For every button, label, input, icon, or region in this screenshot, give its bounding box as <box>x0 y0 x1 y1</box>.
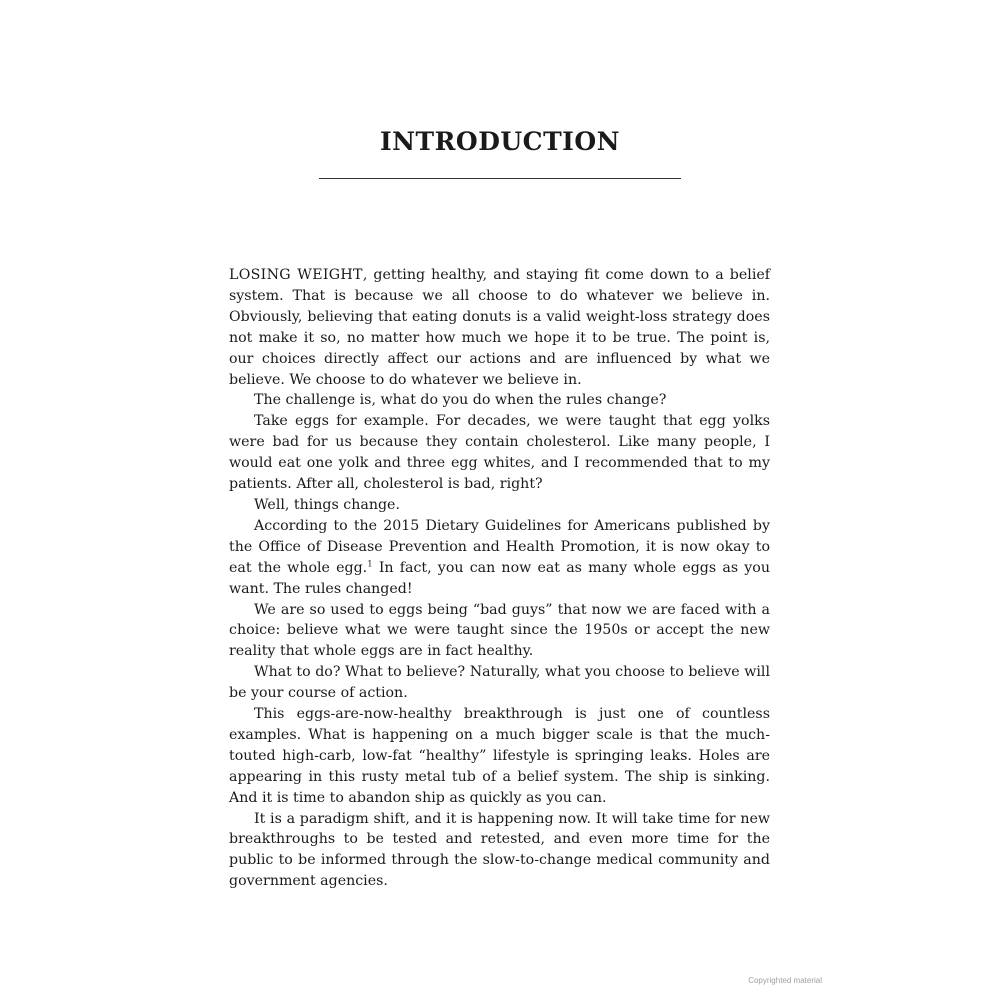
paragraph-5-text-before: According to the 2015 Dietary Guidelines for Americans published by the Office of Disease Prevention and Health Promotion, it is now okay to eat the whole egg. <box>229 517 770 576</box>
title-divider <box>319 178 681 179</box>
paragraph-1 <box>229 265 770 390</box>
paragraph-1-text: , getting healthy, and staying fit come down to a belief system. That is because we all choose to do whatever we believe in. Obviously, believing that eating donuts is a valid weight-loss strategy does not make it so, no matter how much we hope it to be true. The point is, our choices directly affect our actions and are influenced by what we believe. We choose to do whatever we believe in. <box>229 267 771 388</box>
opening-words: LOSING WEIGHT <box>229 267 363 283</box>
paragraph-7: What to do? What to believe? Naturally, what you choose to believe will be your course of action. <box>229 664 770 702</box>
paragraph-5 <box>229 516 770 600</box>
paragraph-6: We are so used to eggs being “bad guys” that now we are faced with a choice: believe what we were taught since the 1950s or accept the new reality that whole eggs are in fact healthy. <box>229 601 770 660</box>
chapter-title: INTRODUCTION <box>379 127 620 156</box>
footnote-reference[interactable]: 1 <box>367 558 373 569</box>
paragraph-4: Well, things change. <box>254 496 400 513</box>
paragraph-9: It is a paradigm shift, and it is happening now. It will take time for new breakthroughs to be tested and retested, and even more time for the public to be informed through the slow-to-change medical community and government agencies. <box>229 810 770 890</box>
paragraph-3: Take eggs for example. For decades, we were taught that egg yolks were bad for us because they contain cholesterol. Like many people, I would eat one yolk and three egg whites, and I recommended that to my patients. After all, cholesterol is bad, right? <box>229 413 770 493</box>
paragraph-8: This eggs-are-now-healthy breakthrough is just one of countless examples. What is happening on a much bigger scale is that the much-touted high-carb, low-fat “healthy” lifestyle is springing leaks. Holes are appearing in this rusty metal tub of a belief system. The ship is sinking. And it is time to abandon ship as quickly as you can. <box>229 706 770 806</box>
paragraph-5-text-after: In fact, you can now eat as many whole eggs as you want. The rules changed! <box>229 559 770 597</box>
paragraph-2: The challenge is, what do you do when the rules change? <box>254 392 667 409</box>
copyright-watermark: Copyrighted material <box>748 976 822 985</box>
body-text <box>229 265 770 892</box>
